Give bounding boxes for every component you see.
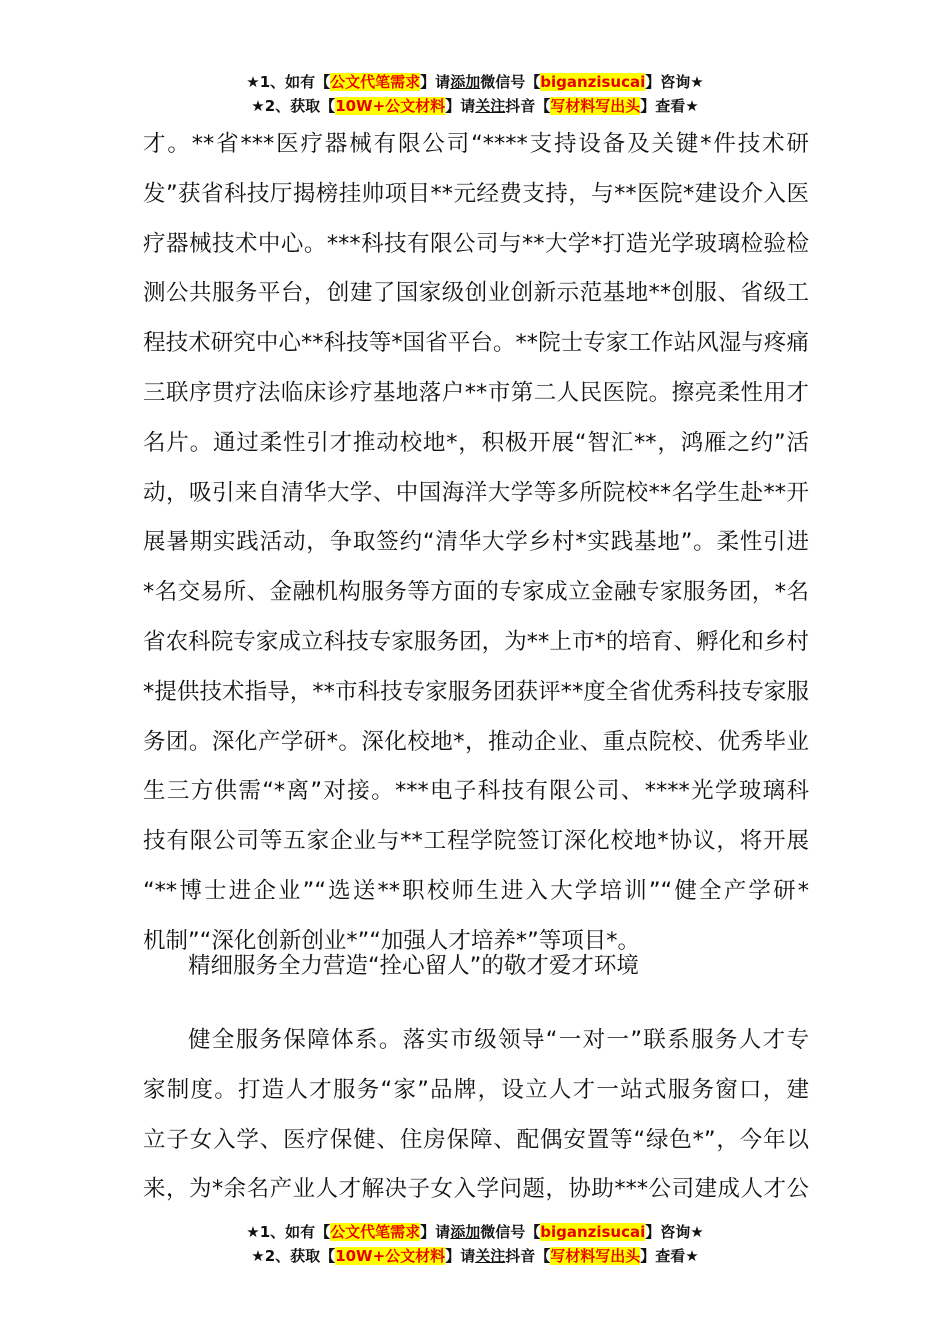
top-ad-banner [0,70,950,118]
banner-text: 】查看★ [640,97,699,115]
text-line: 来，为*余名产业人才解决子女入学问题，协助***公司建成人才公 [143,1176,809,1203]
banner-text: 抖音【 [505,97,551,115]
text-line: 健全服务保障体系。落实市级领导“一对一”联系服务人才专 [188,1027,809,1053]
banner-highlight: 写材料写出头 [550,97,641,115]
bottom-ad-banner [0,1220,950,1268]
text-line: 家制度。打造人才服务“家”品牌，设立人才一站式服务窗口，建 [143,1076,809,1103]
text-line: 立子女入学、医疗保健、住房保障、配偶安置等“绿色*”，今年以 [143,1126,809,1153]
text-line: *名交易所、金融机构服务等方面的专家成立金融专家服务团，*名 [143,579,809,606]
banner-text: ★1、如有【 [246,73,331,91]
text-line: 疗器械技术中心。***科技有限公司与**大学*打造光学玻璃检验检 [143,230,809,257]
banner-text: ★2、获取【 [251,97,336,115]
banner-line-2 [0,1244,950,1268]
text-line: 展暑期实践活动，争取签约“清华大学乡村*实践基地”。柔性引进 [143,529,809,556]
banner-line-1 [0,70,950,94]
banner-text: 】请 [445,97,476,115]
text-line: 省农科院专家成立科技专家服务团，为**上市*的培育、孵化和乡村 [143,628,809,655]
body-paragraph-3 [143,1016,809,1215]
banner-highlight: 10W+公文材料 [335,97,446,115]
banner-highlight: 公文代笔需求 [330,1223,421,1241]
banner-line-2 [0,94,950,118]
banner-text: 】请 [445,1247,476,1265]
banner-highlight: biganzisucai [540,73,646,91]
text-line: 技有限公司等五家企业与**工程学院签订深化校地*协议，将开展 [143,828,809,855]
banner-highlight: biganzisucai [540,1223,646,1241]
banner-highlight: 写材料写出头 [550,1247,641,1265]
section-heading: 精细服务全力营造“拴心留人”的敬才爱才环境 [188,953,639,979]
banner-text: 】请 [420,1223,451,1241]
text-line: 三联序贯疗法临床诊疗基地落户**市第二人民医院。擦亮柔性用才 [143,379,809,406]
text-line: *提供技术指导，**市科技专家服务团获评**度全省优秀科技专家服 [143,678,809,705]
text-line: 发”获省科技厅揭榜挂帅项目**元经费支持，与**医院*建设介入医 [143,180,809,207]
text-line: 名片。通过柔性引才推动校地*，积极开展“智汇**，鸿雁之约”活 [143,429,809,456]
banner-highlight: 10W+公文材料 [335,1247,446,1265]
text-line: “**博士进企业”“选送**职校师生进入大学培训”“健全产学研* [143,877,809,904]
text-line: 才。**省***医疗器械有限公司“****支持设备及关键*件技术研 [143,131,809,157]
text-line: 动，吸引来自清华大学、中国海洋大学等多所院校**名学生赴**开 [143,479,809,506]
banner-text: ★1、如有【 [246,1223,331,1241]
text-line: 程技术研究中心**科技等*国省平台。**院士专家工作站风湿与疼痛 [143,330,809,357]
banner-text: ★2、获取【 [251,1247,336,1265]
text-line: 务团。深化产学研*。深化校地*，推动企业、重点院校、优秀毕业 [143,728,809,755]
banner-underlined: 关注 [475,1247,506,1265]
banner-text: 】请 [420,73,451,91]
text-line: 生三方供需“*离”对接。***电子科技有限公司、****光学玻璃科 [143,778,809,805]
text-line: 测公共服务平台，创建了国家级创业创新示范基地**创服、省级工 [143,280,809,307]
banner-text: 】咨询★ [645,73,704,91]
banner-text: 】咨询★ [645,1223,704,1241]
banner-underlined: 添加 [450,73,481,91]
banner-text: 】查看★ [640,1247,699,1265]
banner-text: 抖音【 [505,1247,551,1265]
banner-text: 微信号【 [480,1223,541,1241]
body-paragraph-1 [143,120,809,967]
banner-line-1 [0,1220,950,1244]
text-line: 机制”“深化创新创业*”“加强人才培养*”等项目*。 [143,927,641,954]
banner-underlined: 添加 [450,1223,481,1241]
banner-underlined: 关注 [475,97,506,115]
banner-text: 微信号【 [480,73,541,91]
banner-highlight: 公文代笔需求 [330,73,421,91]
